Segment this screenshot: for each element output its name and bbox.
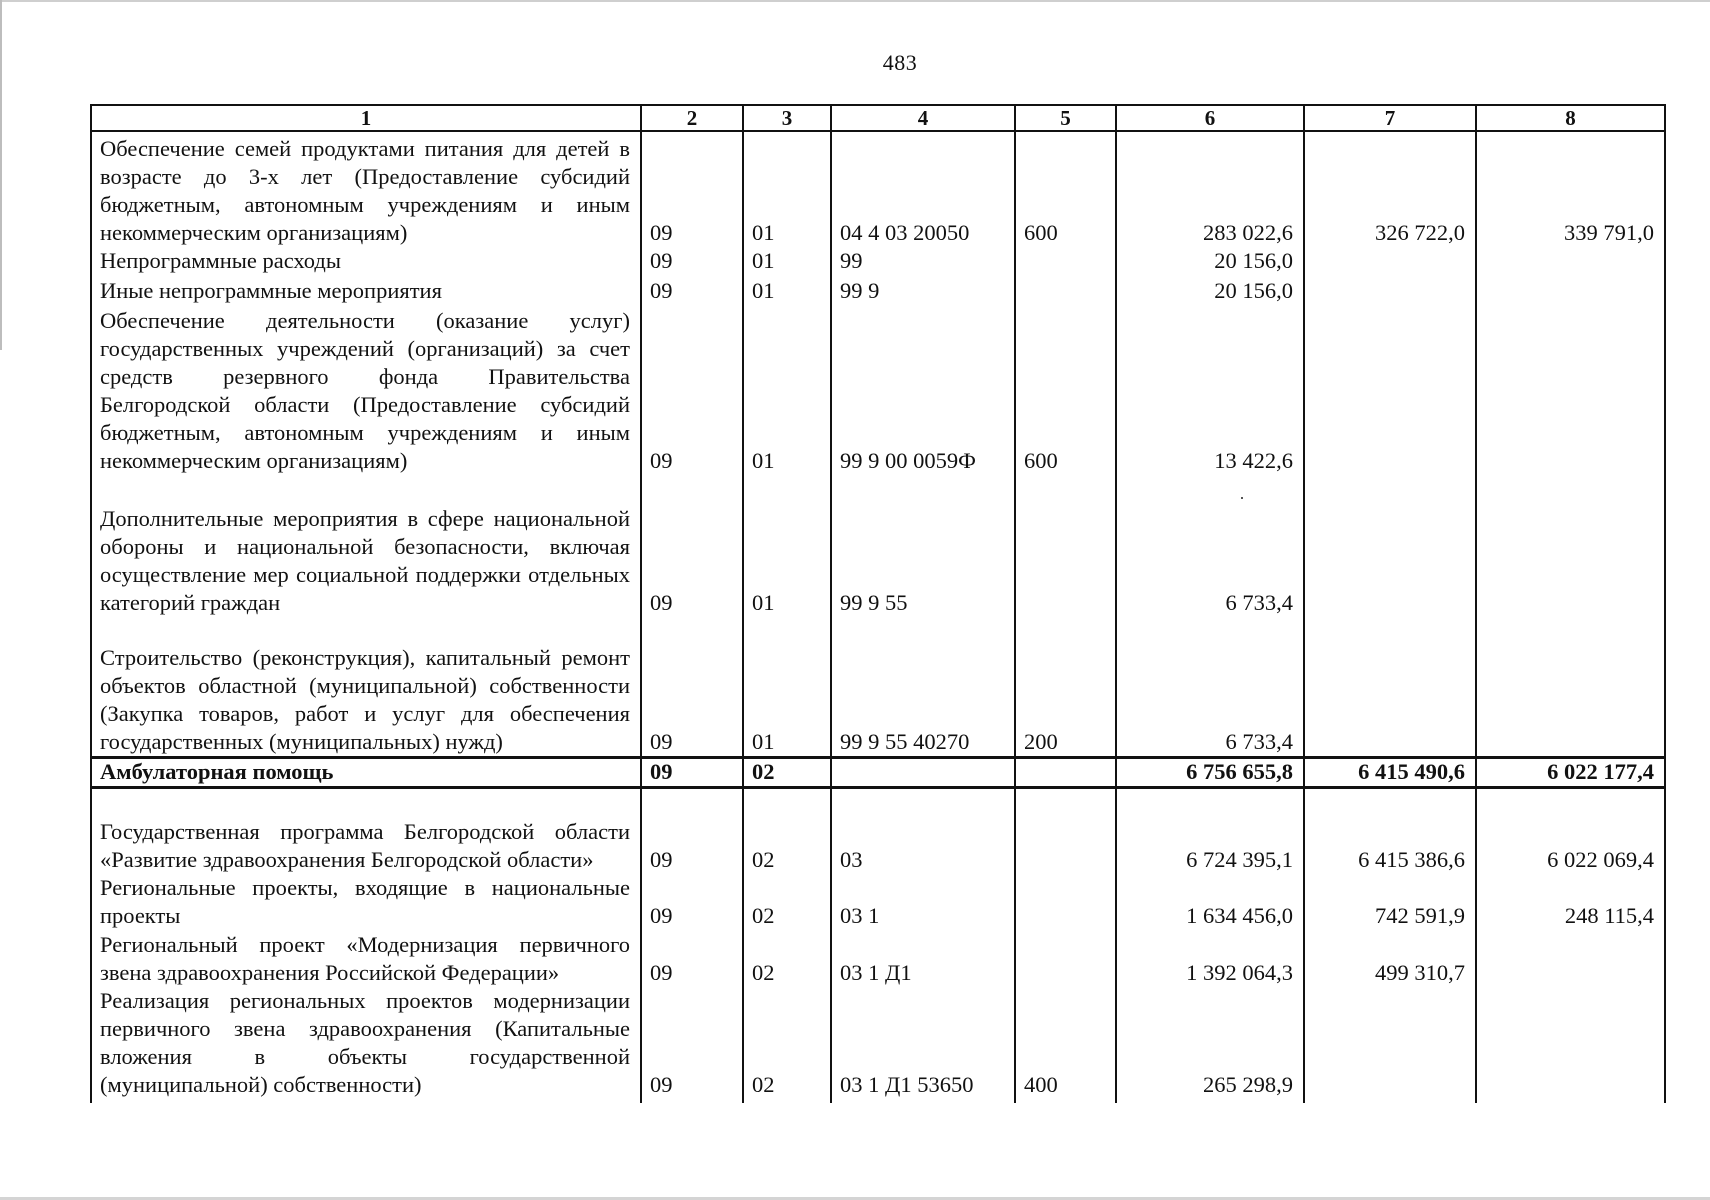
cell-amount-8: 339 791,0 (1476, 131, 1665, 247)
cell-amount-7: 6 415 490,6 (1304, 757, 1476, 787)
cell-amount-6: 1 634 456,0 (1116, 874, 1304, 930)
cell-amount-6: 6 756 655,8 (1116, 757, 1304, 787)
column-header: 5 (1015, 105, 1116, 131)
cell-section: 09 (641, 987, 743, 1103)
cell-amount-6: 13 422,6 (1116, 305, 1304, 475)
cell-amount-6: 283 022,6 (1116, 131, 1304, 247)
cell-expense-type (1015, 757, 1116, 787)
cell-subsection: 01 (743, 247, 831, 275)
scan-top-edge (0, 0, 1710, 2)
cell-amount-7: 6 415 386,6 (1304, 787, 1476, 874)
column-header: 8 (1476, 105, 1665, 131)
row-name: Иные непрограммные мероприятия (91, 275, 641, 305)
cell-amount-8 (1476, 247, 1665, 275)
row-name: Амбулаторная помощь (91, 757, 641, 787)
row-name: Непрограммные расходы (91, 247, 641, 275)
cell-amount-6: 20 156,0 (1116, 275, 1304, 305)
cell-section: 09 (641, 617, 743, 757)
table-row (91, 305, 1665, 475)
cell-target-article: 03 1 Д1 (831, 930, 1015, 987)
cell-amount-8 (1476, 987, 1665, 1103)
cell-expense-type (1015, 787, 1116, 874)
cell-amount-6: 20 156,0 (1116, 247, 1304, 275)
cell-section: 09 (641, 475, 743, 617)
cell-amount-7 (1304, 475, 1476, 617)
row-name: Государственная программа Белгородской области «Развитие здравоохранения Белгородской области» (91, 787, 641, 874)
table-row (91, 617, 1665, 757)
row-name: Обеспечение деятельности (оказание услуг) государственных учреждений (организаций) за счет средств резервного фонда Правительства Белгородской области (Предоставление субсидий бюджетным, автономным учреждениям и иным некоммерческим организациям) (91, 305, 641, 475)
table-row (91, 987, 1665, 1103)
cell-target-article: 03 1 (831, 874, 1015, 930)
column-header: 2 (641, 105, 743, 131)
column-header: 1 (91, 105, 641, 131)
row-name: Реализация региональных проектов модернизации первичного звена здравоохранения (Капитальные вложения в объекты государственной (муниципальной) собственности) (91, 987, 641, 1103)
cell-amount-8: 248 115,4 (1476, 874, 1665, 930)
table-row-total (91, 757, 1665, 787)
cell-expense-type: 400 (1015, 987, 1116, 1103)
table-row (91, 131, 1665, 247)
cell-amount-7: 742 591,9 (1304, 874, 1476, 930)
cell-subsection: 02 (743, 987, 831, 1103)
budget-table (90, 104, 1666, 1103)
column-header: 4 (831, 105, 1015, 131)
cell-amount-8 (1476, 475, 1665, 617)
cell-subsection: 02 (743, 787, 831, 874)
column-header: 7 (1304, 105, 1476, 131)
table-row (91, 475, 1665, 617)
cell-amount-8 (1476, 275, 1665, 305)
cell-subsection: 01 (743, 305, 831, 475)
table-row (91, 930, 1665, 987)
row-name: Региональный проект «Модернизация первичного звена здравоохранения Российской Федерации» (91, 930, 641, 987)
cell-target-article: 99 9 00 0059Ф (831, 305, 1015, 475)
table-row (91, 874, 1665, 930)
cell-amount-7 (1304, 247, 1476, 275)
cell-expense-type (1015, 475, 1116, 617)
cell-amount-7 (1304, 305, 1476, 475)
cell-amount-7 (1304, 617, 1476, 757)
table-header-row (91, 105, 1665, 131)
cell-subsection: 01 (743, 617, 831, 757)
cell-subsection: 02 (743, 874, 831, 930)
cell-expense-type (1015, 275, 1116, 305)
row-name: Обеспечение семей продуктами питания для детей в возрасте до 3-х лет (Предоставление субсидий бюджетным, автономным учреждениям и иным некоммерческим организациям) (91, 131, 641, 247)
cell-target-article: 04 4 03 20050 (831, 131, 1015, 247)
column-header: 6 (1116, 105, 1304, 131)
cell-expense-type (1015, 930, 1116, 987)
cell-section: 09 (641, 787, 743, 874)
column-header: 3 (743, 105, 831, 131)
cell-subsection: 01 (743, 475, 831, 617)
cell-expense-type (1015, 874, 1116, 930)
cell-section: 09 (641, 874, 743, 930)
cell-target-article: 03 (831, 787, 1015, 874)
cell-target-article: 03 1 Д1 53650 (831, 987, 1015, 1103)
table-row (91, 275, 1665, 305)
cell-target-article: 99 9 55 40270 (831, 617, 1015, 757)
cell-amount-6: 6 733,4 (1116, 475, 1304, 617)
table-row (91, 787, 1665, 874)
cell-target-article: 99 (831, 247, 1015, 275)
cell-subsection: 01 (743, 275, 831, 305)
cell-subsection: 01 (743, 131, 831, 247)
scan-speck (1241, 497, 1243, 499)
cell-amount-6: 1 392 064,3 (1116, 930, 1304, 987)
row-name: Региональные проекты, входящие в национальные проекты (91, 874, 641, 930)
cell-section: 09 (641, 757, 743, 787)
cell-expense-type: 600 (1015, 131, 1116, 247)
cell-amount-7 (1304, 987, 1476, 1103)
cell-amount-8 (1476, 617, 1665, 757)
cell-amount-7: 499 310,7 (1304, 930, 1476, 987)
cell-amount-8 (1476, 305, 1665, 475)
cell-section: 09 (641, 247, 743, 275)
cell-amount-8: 6 022 177,4 (1476, 757, 1665, 787)
cell-target-article: 99 9 (831, 275, 1015, 305)
row-name: Строительство (реконструкция), капитальный ремонт объектов областной (муниципальной) собственности (Закупка товаров, работ и услуг для обеспечения государственных (муниципальных) нужд) (91, 617, 641, 757)
cell-target-article (831, 757, 1015, 787)
cell-section: 09 (641, 275, 743, 305)
cell-amount-6: 265 298,9 (1116, 987, 1304, 1103)
cell-section: 09 (641, 305, 743, 475)
cell-amount-8 (1476, 930, 1665, 987)
table-row (91, 247, 1665, 275)
cell-expense-type (1015, 247, 1116, 275)
cell-section: 09 (641, 131, 743, 247)
cell-target-article: 99 9 55 (831, 475, 1015, 617)
cell-section: 09 (641, 930, 743, 987)
cell-amount-6: 6 733,4 (1116, 617, 1304, 757)
cell-amount-8: 6 022 069,4 (1476, 787, 1665, 874)
cell-amount-6: 6 724 395,1 (1116, 787, 1304, 874)
cell-subsection: 02 (743, 930, 831, 987)
cell-subsection: 02 (743, 757, 831, 787)
cell-expense-type: 600 (1015, 305, 1116, 475)
row-name: Дополнительные мероприятия в сфере национальной обороны и национальной безопасности, включая осуществление мер социальной поддержки отдельных категорий граждан (91, 475, 641, 617)
page-number: 483 (882, 50, 918, 75)
cell-expense-type: 200 (1015, 617, 1116, 757)
scan-left-edge (0, 0, 2, 350)
cell-amount-7 (1304, 275, 1476, 305)
cell-amount-7: 326 722,0 (1304, 131, 1476, 247)
